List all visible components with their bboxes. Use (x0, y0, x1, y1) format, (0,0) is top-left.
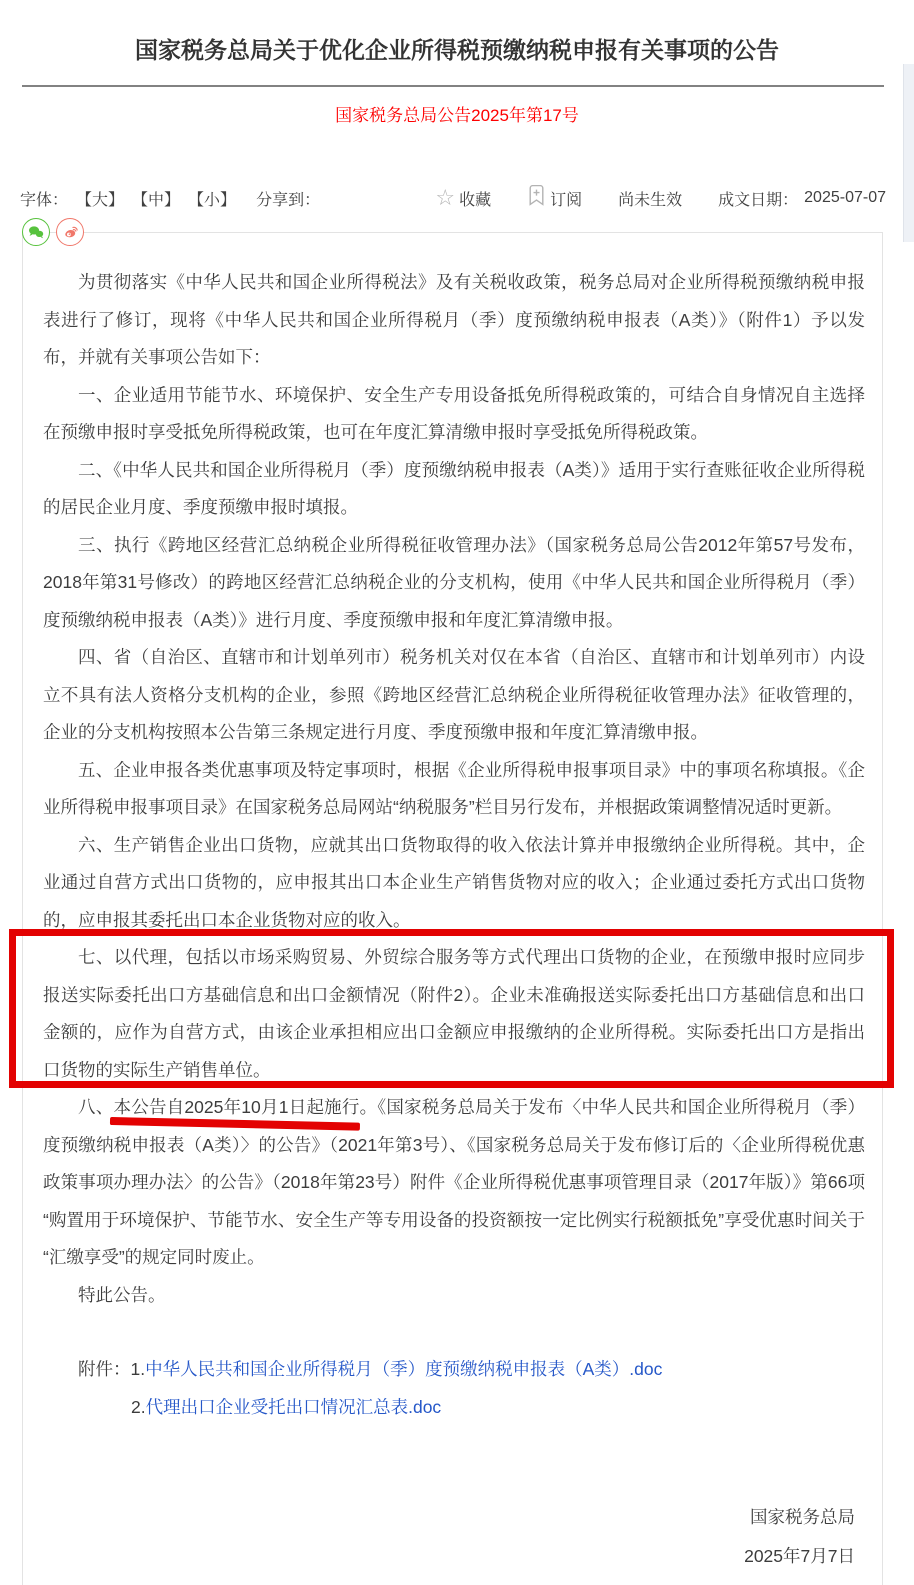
wechat-share-button[interactable] (22, 218, 50, 246)
attachment-link[interactable]: 中华人民共和国企业所得税月（季）度预缴纳税申报表（A类）.doc (145, 1359, 663, 1379)
document-paragraph: 八、本公告自2025年10月1日起施行。《国家税务总局关于发布〈中华人民共和国企业所得税月（季）度预缴纳税申报表（A类）〉的公告》（2021年第3号）、《国家税务总局关于发布修订后的〈企业所得税优惠政策事项办理办法〉的公告》（2018年第23号）附件《企业所得税优惠事项管理目录（2017年版）》第66项“购置用于环境保护、节能节水、安全生产等专用设备的投资额按一定比例实行税额抵免”享受优惠时间关于“汇缴享受”的规定同时废止。 (43, 1097, 865, 1268)
document-paragraph: 七、以代理，包括以市场采购贸易、外贸综合服务等方式代理出口货物的企业，在预缴申报时应同步报送实际委托出口方基础信息和出口金额情况（附件2）。企业未准确报送实际委托出口方基础信息和出口金额的，应作为自营方式，由该企业承担相应出口金额应申报缴纳的企业所得税。实际委托出口方是指出口货物的实际生产销售单位。 (43, 947, 865, 1080)
document-paragraph: 五、企业申报各类优惠事项及特定事项时，根据《企业所得税申报事项目录》中的事项名称填报。《企业所得税申报事项目录》在国家税务总局网站“纳税服务”栏目另行发布，并根据政策调整情况适时更新。 (43, 759, 865, 818)
attachment-row (78, 1351, 858, 1389)
issue-date-value: 2025-07-07 (804, 189, 886, 206)
page-title: 国家税务总局关于优化企业所得税预缴纳税申报有关事项的公告 (135, 37, 779, 63)
weibo-icon (59, 221, 81, 243)
attachments-label: 附件： (78, 1359, 131, 1379)
font-size-option-1[interactable]: 【中】 (132, 191, 181, 209)
signature: 国家税务总局 (750, 1507, 855, 1527)
font-size-label: 字体： (20, 191, 69, 209)
document-paragraph: 为贯彻落实《中华人民共和国企业所得税法》及有关税收政策，税务总局对企业所得税预缴纳税申报表进行了修订，现将《中华人民共和国企业所得税月（季）度预缴纳税申报表（A类）》（附件1）予以发布，并就有关事项公告如下： (43, 272, 865, 368)
document-number: 国家税务总局公告2025年第17号 (335, 106, 579, 125)
signature-date: 2025年7月7日 (744, 1546, 855, 1566)
attachment-row (78, 1389, 858, 1427)
document-paragraph: 二、《中华人民共和国企业所得税月（季）度预缴纳税申报表（A类）》适用于实行查账征收企业所得税的居民企业月度、季度预缴申报时填报。 (43, 459, 865, 518)
share-to-label: 分享到： (256, 191, 321, 209)
document-paragraph: 四、省（自治区、直辖市和计划单列市）税务机关对仅在本省（自治区、直辖市和计划单列市）内设立不具有法人资格分支机构的企业，参照《跨地区经营汇总纳税企业所得税征收管理办法》征收管理的，企业的分支机构按照本公告第三条规定进行月度、季度预缴申报和年度汇算清缴申报。 (43, 647, 865, 743)
font-size-option-2[interactable]: 【小】 (188, 191, 237, 209)
document-paragraph: 特此公告。 (78, 1284, 166, 1305)
attachment-number: 2. (131, 1396, 146, 1417)
signature-block (744, 1498, 855, 1576)
favorite-label: 收藏 (459, 191, 492, 209)
attachment-list (78, 1351, 858, 1426)
weibo-share-button[interactable] (56, 218, 84, 246)
document-paragraph: 一、企业适用节能节水、环境保护、安全生产专用设备抵免所得税政策的，可结合自身情况自主选择在预缴申报时享受抵免所得税政策，也可在年度汇算清缴申报时享受抵免所得税政策。 (43, 384, 865, 443)
subscribe-label: 订阅 (550, 191, 583, 209)
attachment-number: 1. (130, 1359, 146, 1379)
font-size-option-0[interactable]: 【大】 (76, 191, 125, 209)
share-icons (22, 218, 84, 246)
document-paragraph: 六、生产销售企业出口货物，应就其出口货物取得的收入依法计算并申报缴纳企业所得税。其中，企业通过自营方式出口货物的，应申报其出口本企业生产销售货物对应的收入；企业通过委托方式出口货物的，应申报其委托出口本企业货物对应的收入。 (43, 834, 865, 930)
issue-date-label: 成文日期： (718, 191, 799, 209)
star-icon: ☆ (435, 185, 456, 210)
wechat-icon (25, 221, 47, 243)
document-paragraph: 三、执行《跨地区经营汇总纳税企业所得税征收管理办法》（国家税务总局公告2012年第57号发布，2018年第31号修改）的跨地区经营汇总纳税企业的分支机构，使用《中华人民共和国企业所得税月（季）度预缴纳税申报表（A类）》进行月度、季度预缴申报和年度汇算清缴申报。 (43, 534, 865, 630)
status-badge: 尚未生效 (618, 191, 683, 209)
attachment-link[interactable]: 代理出口企业受托出口情况汇总表.doc (145, 1396, 442, 1417)
